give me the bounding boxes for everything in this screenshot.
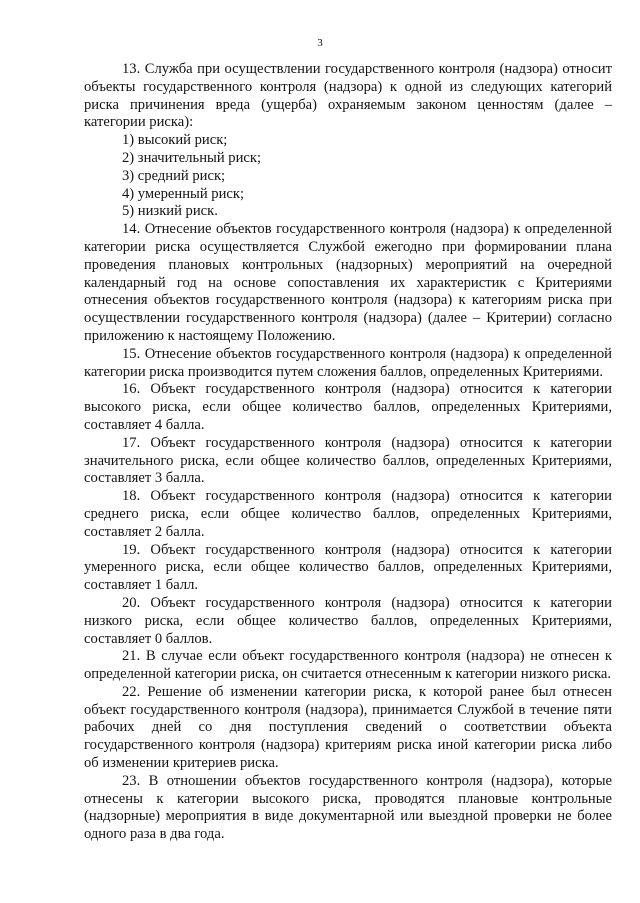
risk-category-item: 2) значительный риск; <box>122 149 262 166</box>
document-body <box>84 61 612 844</box>
paragraph-14: 14. Отнесение объектов государственного контроля (надзора) к определенной категории риска осуществляется Службой ежегодно при формировании плана проведения плановых контрольных (надзорных) мероприятий на очередной календарный год на основе сопоставления их характеристик с Критериями отнесения объектов государственного контроля (надзора) к категориям риска при осуществлении государственного контроля (надзора) (далее – Критерии) согласно приложению к настоящему Положению. <box>84 221 612 344</box>
paragraph-16: 16. Объект государственного контроля (надзора) относится к категории высокого риска, если общее количество баллов, определенных Критериями, составляет 4 балла. <box>84 381 612 433</box>
paragraph-17: 17. Объект государственного контроля (надзора) относится к категории значительного риска, если общее количество баллов, определенных Критериями, составляет 3 балла. <box>84 434 612 487</box>
risk-category-item: 4) умеренный риск; <box>122 185 245 202</box>
paragraph-21: 21. В случае если объект государственного контроля (надзора) не отнесен к определенной категории риска, он считается отнесенным к категории низкого риска. <box>84 648 612 683</box>
risk-category-item: 3) средний риск; <box>122 167 226 184</box>
paragraph-15: 15. Отнесение объектов государственного контроля (надзора) к определенной категории риска производится путем сложения баллов, определенных Критериями. <box>84 345 612 380</box>
paragraph-13: 13. Служба при осуществлении государственного контроля (надзора) относит объекты государственного контроля (надзора) к одной из следующих категорий риска причинения вреда (ущерба) охраняемым законом ценностям (далее – категории риска): <box>84 61 612 131</box>
risk-category-item: 1) высокий риск; <box>122 132 228 149</box>
paragraph-20: 20. Объект государственного контроля (надзора) относится к категории низкого риска, если общее количество баллов, определенных Критериями, составляет 0 баллов. <box>84 594 612 647</box>
risk-category-list <box>84 132 612 221</box>
paragraph-18: 18. Объект государственного контроля (надзора) относится к категории среднего риска, если общее количество баллов, определенных Критериями, составляет 2 балла. <box>84 488 612 540</box>
page-number: 3 <box>317 37 323 49</box>
paragraph-23: 23. В отношении объектов государственного контроля (надзора), которые отнесены к категории высокого риска, проводятся плановые контрольные (надзорные) мероприятия в виде документарной или выездной проверки не более одного раза в два года. <box>84 772 612 843</box>
risk-category-item: 5) низкий риск. <box>122 203 218 220</box>
paragraph-22: 22. Решение об изменении категории риска, к которой ранее был отнесен объект государственного контроля (надзора), принимается Службой в течение пяти рабочих дней со дня поступления сведений о соответствии объекта государственного контроля (надзора) критериям риска иной категории риска либо об изменении критериев риска. <box>84 683 612 772</box>
paragraph-19: 19. Объект государственного контроля (надзора) относится к категории умеренного риска, если общее количество баллов, определенных Критериями, составляет 1 балл. <box>84 541 612 594</box>
